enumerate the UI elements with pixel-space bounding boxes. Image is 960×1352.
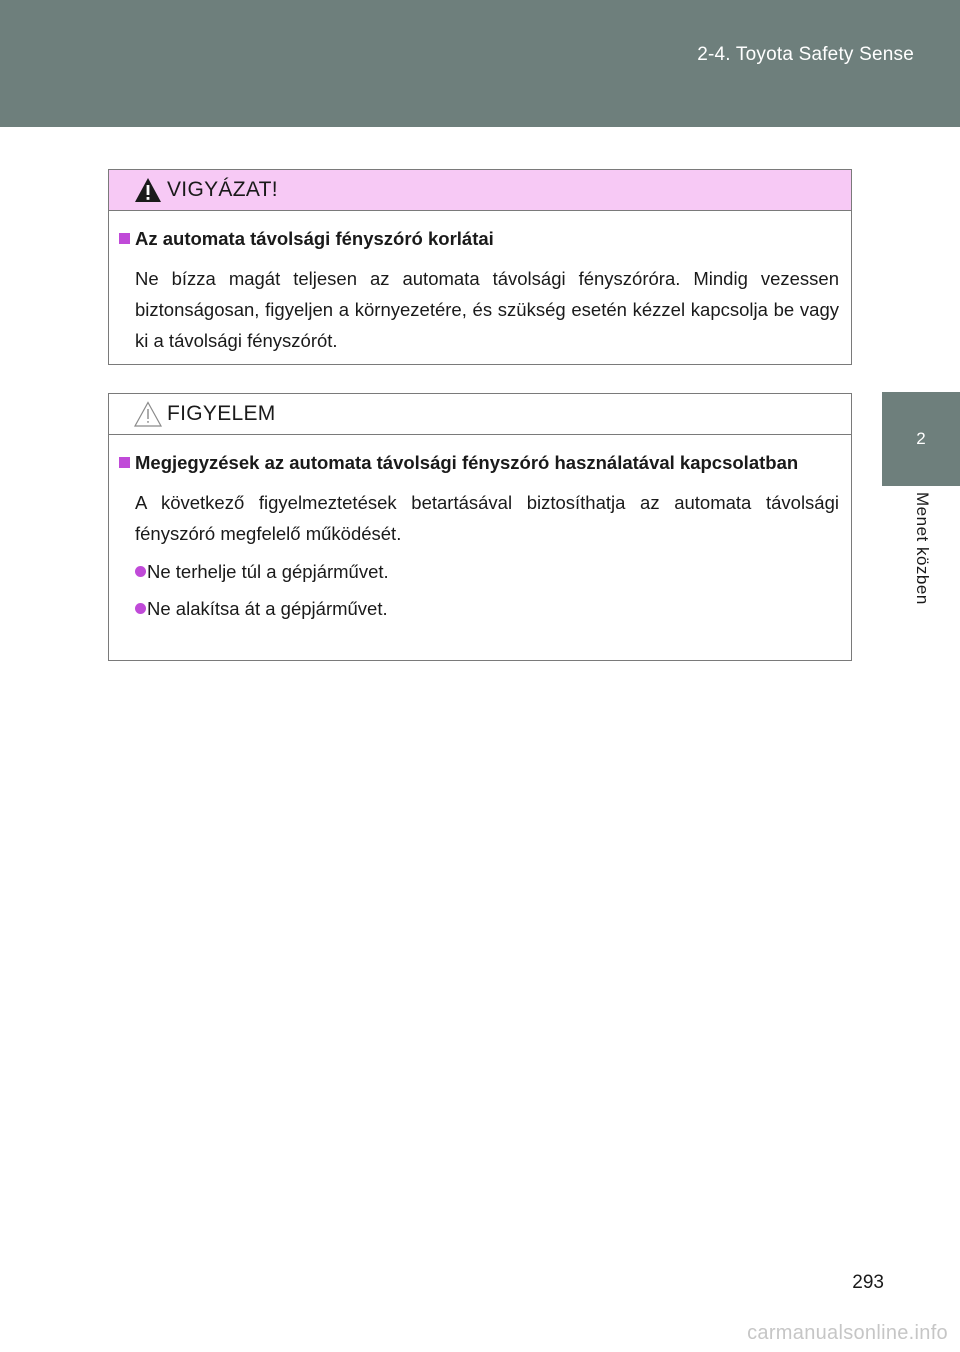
notice-heading: FIGYELEM	[167, 402, 276, 425]
chapter-tab	[882, 392, 960, 486]
square-bullet-icon	[119, 457, 130, 468]
watermark: carmanualsonline.info	[747, 1322, 948, 1344]
notice-body	[109, 435, 851, 623]
notice-item-title	[119, 449, 839, 476]
notice-box	[108, 393, 852, 661]
caution-paragraph: Ne bízza magát teljesen az automata távolsági fényszóróra. Mindig vezessen biztonságosan, figyeljen a környezetére, és szükség esetén kézzel kapcsolja be vagy ki a távolsági fényszórót.	[135, 268, 839, 351]
chapter-number: 2	[916, 429, 926, 448]
notice-heading-bar	[109, 394, 851, 435]
list-item	[119, 594, 839, 623]
warning-outline-icon	[133, 400, 163, 428]
caution-item-title-text: Az automata távolsági fényszóró korlátai	[135, 228, 494, 249]
square-bullet-icon	[119, 233, 130, 244]
notice-item-title-text: Megjegyzések az automata távolsági fényszóró használatával kapcsolatban	[135, 452, 799, 473]
caution-heading-bar	[109, 170, 851, 211]
caution-item-title	[119, 225, 839, 252]
notice-paragraph: A következő figyelmeztetések betartásával biztosíthatja az automata távolsági fényszóró megfelelő működését.	[135, 492, 839, 544]
list-item-text: Ne alakítsa át a gépjárművet.	[147, 598, 388, 619]
caution-body	[109, 211, 851, 356]
round-bullet-icon	[135, 566, 146, 577]
list-item	[119, 557, 839, 586]
round-bullet-icon	[135, 603, 146, 614]
caution-box	[108, 169, 852, 365]
list-item-text: Ne terhelje túl a gépjárművet.	[147, 561, 389, 582]
page-header	[0, 0, 960, 127]
warning-filled-icon	[133, 176, 163, 204]
caution-heading: VIGYÁZAT!	[167, 178, 278, 201]
chapter-label: Menet közben	[913, 492, 932, 605]
section-title: 2-4. Toyota Safety Sense	[697, 44, 914, 65]
page-number: 293	[852, 1272, 884, 1293]
